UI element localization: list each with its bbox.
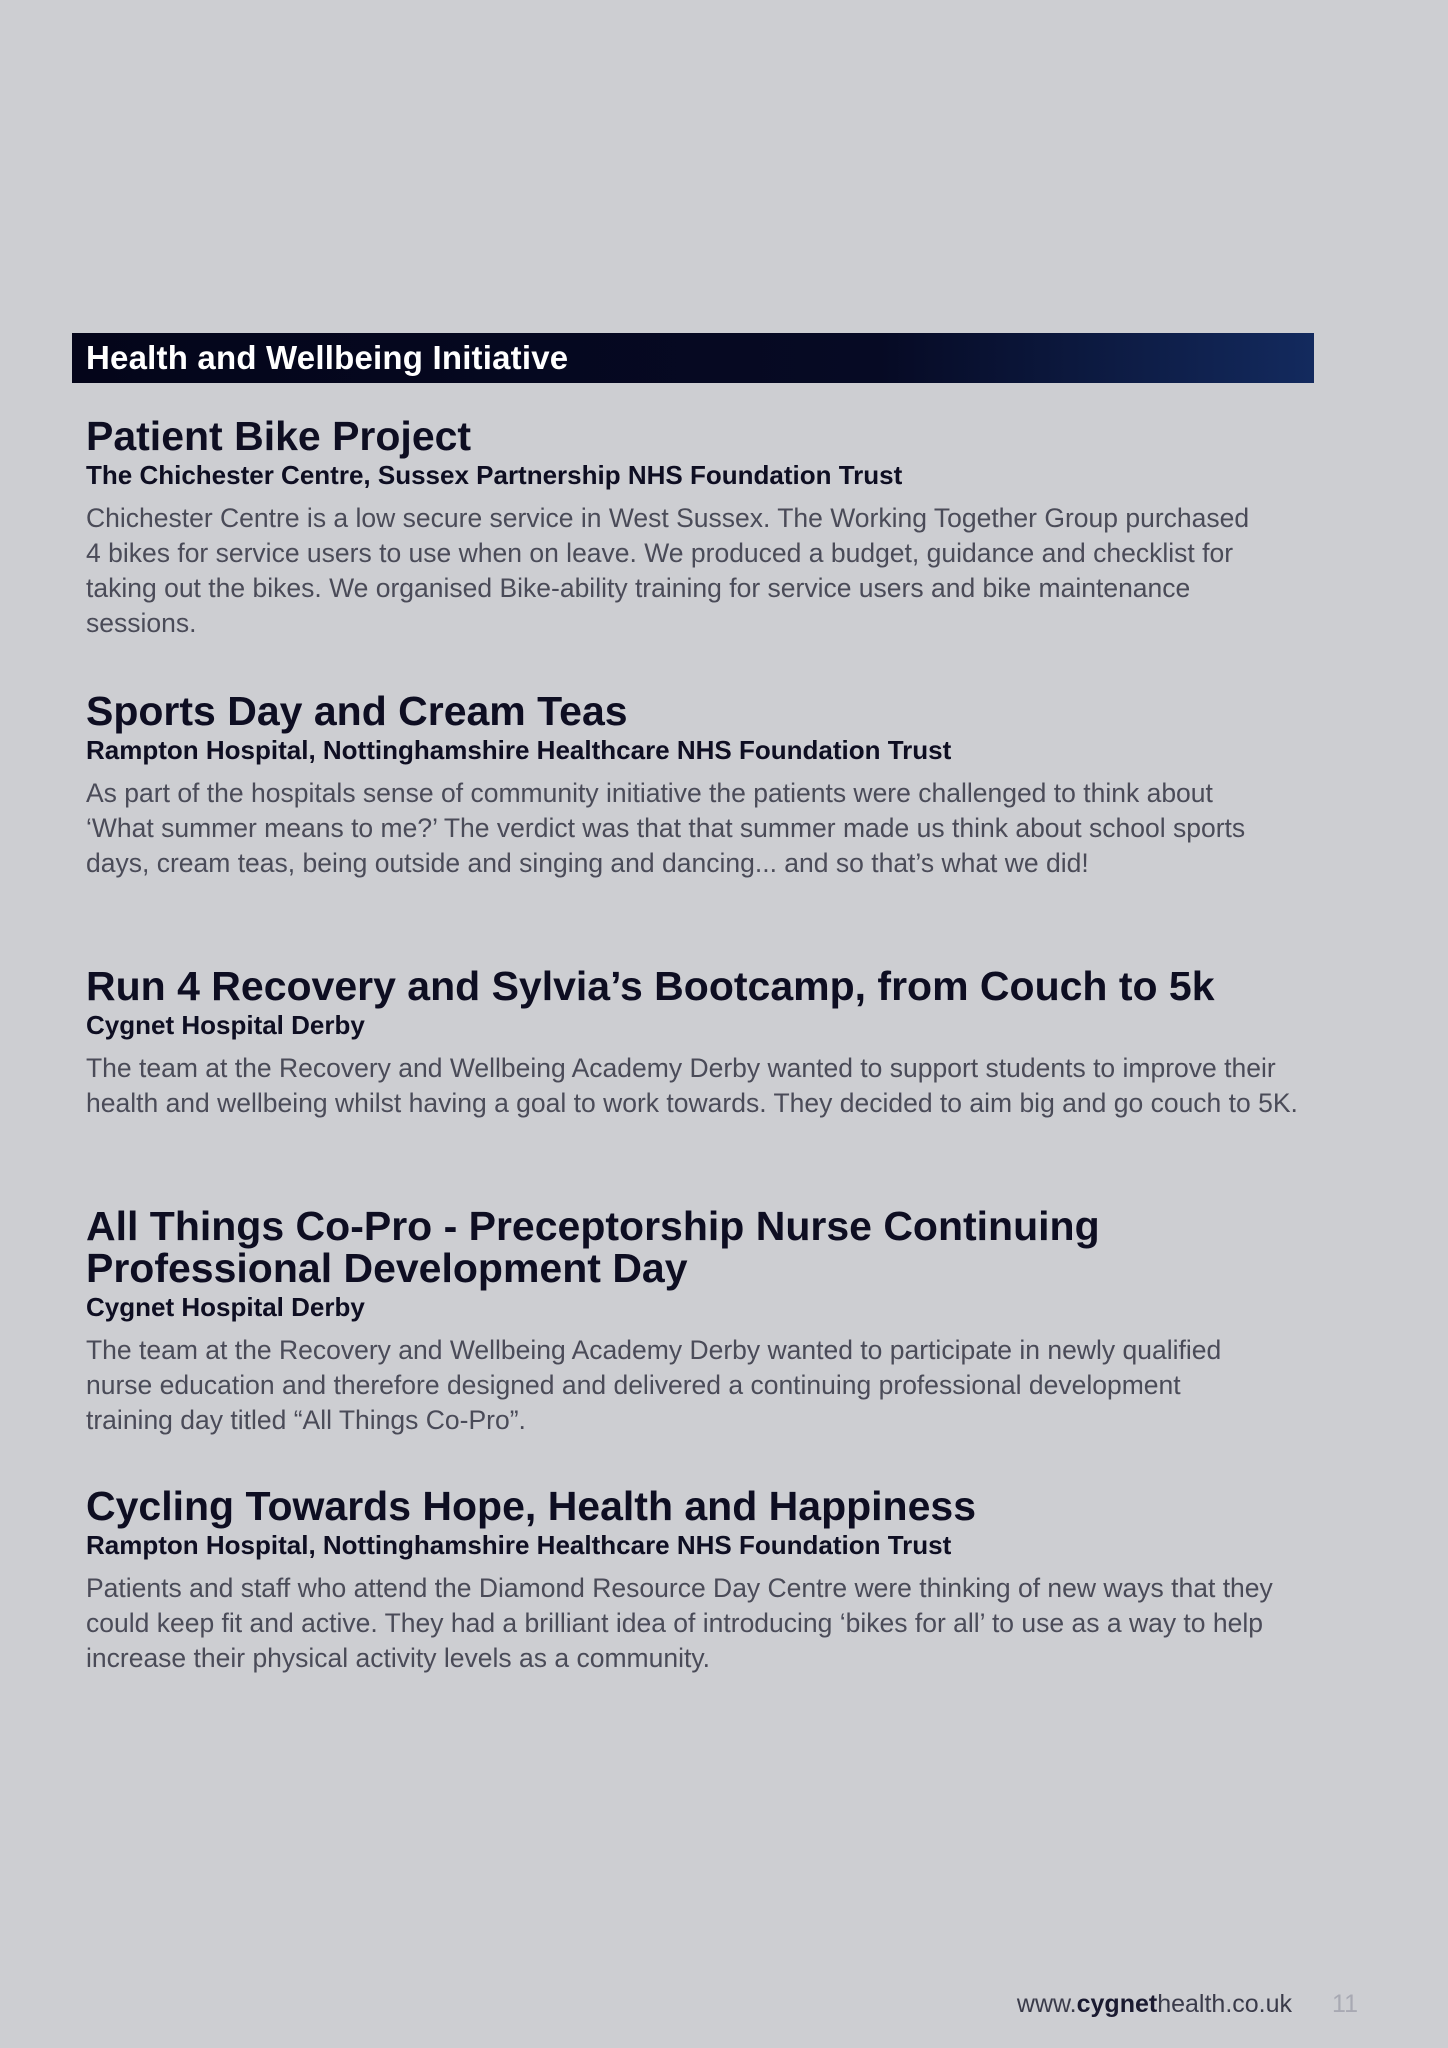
- url-suffix: health.co.uk: [1157, 1990, 1293, 2018]
- entry-title: All Things Co-Pro - Preceptorship Nurse Continuing Professional Development Day: [86, 1203, 1100, 1291]
- entry-organisation: Cygnet Hospital Derby: [86, 1010, 365, 1040]
- entry-title: Cycling Towards Hope, Health and Happiness: [86, 1483, 977, 1529]
- entry-organisation: Rampton Hospital, Nottinghamshire Healthcare NHS Foundation Trust: [86, 1530, 952, 1560]
- page-number: 11: [1332, 1990, 1358, 2018]
- entry-title: Run 4 Recovery and Sylvia’s Bootcamp, from Couch to 5k: [86, 963, 1215, 1009]
- website-link[interactable]: [1017, 1990, 1292, 2019]
- entry-title: Patient Bike Project: [86, 413, 472, 459]
- entry-sports-day: [86, 690, 1326, 881]
- entry-title: Sports Day and Cream Teas: [86, 688, 628, 734]
- entry-body: The team at the Recovery and Wellbeing Academy Derby wanted to support students to improve their health and wellbeing whilst having a goal to work towards. They decided to aim big and go couch to 5K.: [86, 1053, 1298, 1118]
- entry-run-4-recovery: [86, 965, 1326, 1121]
- entry-body: The team at the Recovery and Wellbeing Academy Derby wanted to participate in newly qualified nurse education and therefore designed and delivered a continuing professional development training day titled “All Things Co-Pro”.: [86, 1335, 1222, 1435]
- entry-organisation: Cygnet Hospital Derby: [86, 1292, 365, 1322]
- entry-body: As part of the hospitals sense of community initiative the patients were challenged to think about ‘What summer means to me?’ The verdict was that that summer made us think about school sports days, cream teas, being outside and singing and dancing... and so that’s what we did!: [86, 778, 1246, 878]
- entry-all-things-co-pro: [86, 1205, 1326, 1438]
- url-brand: cygnet: [1076, 1990, 1158, 2018]
- entry-body: Patients and staff who attend the Diamond Resource Day Centre were thinking of new ways that they could keep fit and active. They had a brilliant idea of introducing ‘bikes for all’ to use as a way to help increase their physical activity levels as a community.: [86, 1573, 1273, 1673]
- entry-body: Chichester Centre is a low secure service in West Sussex. The Working Together Group purchased 4 bikes for service users to use when on leave. We produced a budget, guidance and checklist for taking out the bikes. We organised Bike-ability training for service users and bike maintenance sessions.: [86, 503, 1250, 638]
- page-footer: [1017, 1990, 1358, 2019]
- entry-cycling-towards-hope: [86, 1485, 1326, 1676]
- entry-patient-bike-project: [86, 415, 1326, 641]
- entry-organisation: Rampton Hospital, Nottinghamshire Healthcare NHS Foundation Trust: [86, 735, 952, 765]
- banner-title: Health and Wellbeing Initiative: [86, 339, 569, 376]
- entry-organisation: The Chichester Centre, Sussex Partnership NHS Foundation Trust: [86, 460, 903, 490]
- url-prefix: www.: [1016, 1990, 1077, 2018]
- section-banner: [72, 333, 1314, 383]
